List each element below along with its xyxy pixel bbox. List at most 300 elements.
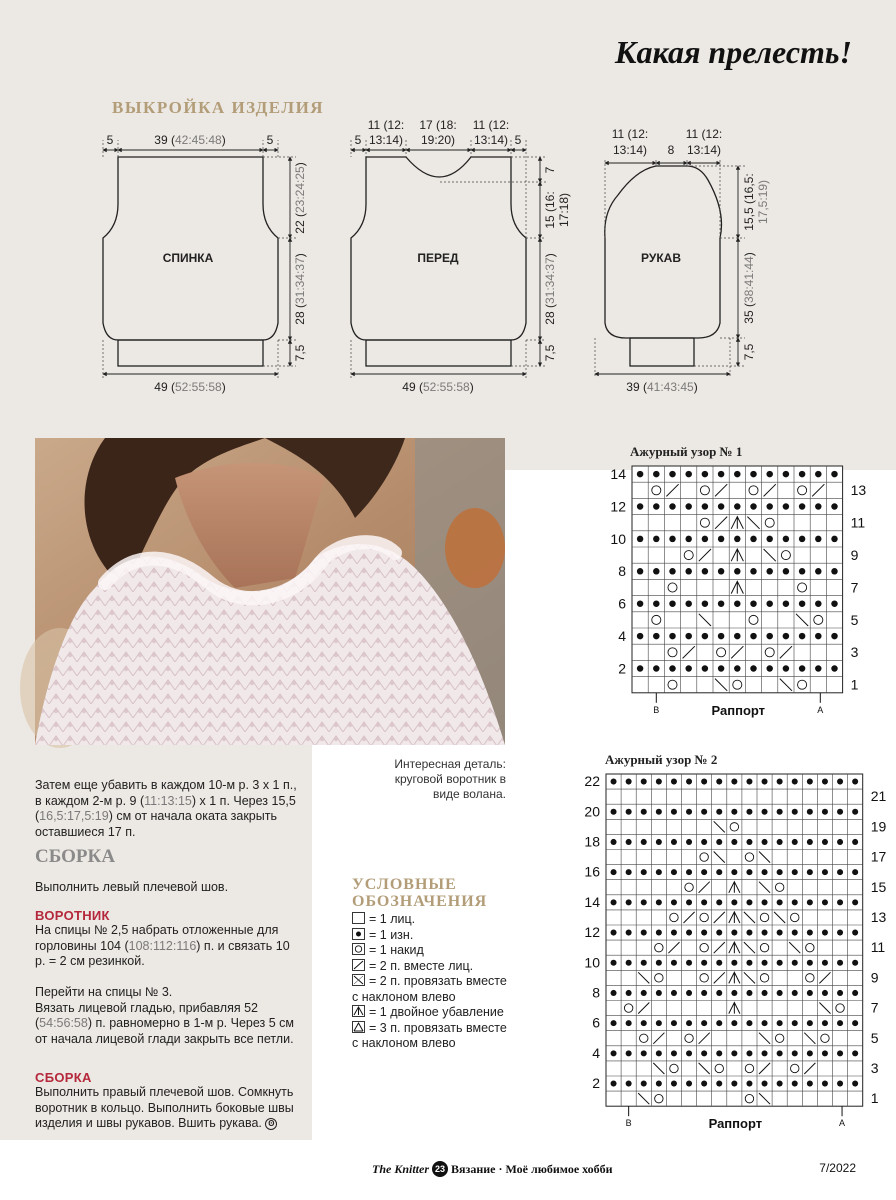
purl-dot (611, 1050, 617, 1056)
chart2-title: Ажурный узор № 2 (605, 752, 718, 767)
repeat-marker-a: A (817, 704, 824, 715)
purl-dot (702, 665, 708, 671)
legend-item (352, 974, 507, 990)
purl-dot (750, 503, 756, 509)
purl-dot (611, 1081, 617, 1087)
purl-dot (750, 471, 756, 477)
purl-dot (669, 471, 675, 477)
purl-dot (837, 899, 843, 905)
front-shoulder-left-a: 11 (12: (367, 118, 405, 132)
purl-dot (762, 1020, 768, 1026)
purl-dot (852, 1020, 858, 1026)
photo-caption: Интересная деталь: круговой воротник в виде волана. (394, 757, 506, 801)
purl-dot (701, 779, 707, 785)
purl-dot (762, 990, 768, 996)
purl-dot (783, 568, 789, 574)
purl-dot (837, 839, 843, 845)
purl-dot (815, 600, 821, 606)
purl-dot (611, 899, 617, 905)
chart-row-number-odd: 13 (870, 908, 887, 925)
purl-dot (792, 1020, 798, 1026)
purl-dot (807, 809, 813, 815)
purl-dot (669, 568, 675, 574)
purl-dot (653, 471, 659, 477)
purl-dot (718, 665, 724, 671)
purl-dot (815, 503, 821, 509)
front-label: ПЕРЕД (417, 251, 459, 265)
purl-dot (746, 899, 752, 905)
purl-dot (641, 869, 647, 875)
front-shoulder-right-b: 13:14) (473, 133, 509, 147)
purl-dot (807, 1081, 813, 1087)
purl-dot (701, 960, 707, 966)
purl-dot (656, 930, 662, 936)
purl-dot (822, 779, 828, 785)
purl-dot (716, 839, 722, 845)
purl-dot (762, 809, 768, 815)
purl-dot (831, 633, 837, 639)
purl-dot (656, 869, 662, 875)
purl-dot (807, 1050, 813, 1056)
chart1-title: Ажурный узор № 1 (630, 444, 743, 459)
purl-dot (611, 1020, 617, 1026)
purl-dot (653, 568, 659, 574)
purl-dot (701, 809, 707, 815)
purl-dot (837, 869, 843, 875)
purl-dot (766, 503, 772, 509)
purl-dot (611, 930, 617, 936)
purl-dot (783, 665, 789, 671)
purl-dot (762, 930, 768, 936)
chart-row-number-odd: 5 (850, 611, 859, 628)
purl-dot (653, 503, 659, 509)
purl-dot (746, 930, 752, 936)
purl-dot (686, 990, 692, 996)
purl-dot (671, 990, 677, 996)
purl-dot (852, 930, 858, 936)
purl-dot (641, 960, 647, 966)
purl-dot (792, 839, 798, 845)
purl-dot (686, 779, 692, 785)
purl-dot (762, 899, 768, 905)
purl-dot (653, 633, 659, 639)
purl-dot (653, 536, 659, 542)
sleeve-side-left-b: 13:14) (612, 143, 648, 157)
chart-row-number-even: 6 (618, 595, 626, 612)
front-bottom-width: 49 (52:55:58) (402, 380, 474, 394)
sleeve-band (630, 338, 694, 366)
purl-dot (766, 600, 772, 606)
purl-dot (815, 633, 821, 639)
legend-item (352, 1005, 507, 1021)
purl-dot (641, 809, 647, 815)
purl-dot (731, 990, 737, 996)
purl-dot (716, 1050, 722, 1056)
purl-dot (671, 1020, 677, 1026)
front-margin-right: 5 (514, 133, 522, 147)
purl-dot (669, 633, 675, 639)
purl-dot (686, 899, 692, 905)
purl-dot (807, 930, 813, 936)
purl-dot (792, 960, 798, 966)
purl-dot (718, 503, 724, 509)
purl-dot (637, 503, 643, 509)
purl-dot (701, 899, 707, 905)
legend-item-label: = 2 п. провязать вместе (369, 974, 507, 988)
back-top-width: 39 (42:45:48) (154, 133, 226, 147)
purl-dot (815, 471, 821, 477)
purl-dot (750, 665, 756, 671)
purl-dot (852, 809, 858, 815)
sleeve-body-height: 35 (38:41:44) (742, 252, 756, 324)
chart-row-number-even: 10 (584, 954, 600, 971)
purl-dot (669, 600, 675, 606)
purl-dot (792, 930, 798, 936)
purl-dot (686, 839, 692, 845)
purl-dot (637, 633, 643, 639)
purl-dot (718, 536, 724, 542)
purl-dot (837, 990, 843, 996)
purl-dot (686, 1020, 692, 1026)
purl-dot (799, 503, 805, 509)
purl-dot (807, 1020, 813, 1026)
purl-dot (685, 503, 691, 509)
purl-dot (750, 633, 756, 639)
purl-dot (653, 600, 659, 606)
purl-dot (671, 809, 677, 815)
purl-dot (783, 471, 789, 477)
collar-text-1: На спицы № 2,5 набрать отложенные для горловины 104 (108:112:116) п. и связать 10 р. = 2 см резинкой. (35, 923, 290, 968)
purl-dot (701, 990, 707, 996)
purl-dot (799, 536, 805, 542)
purl-dot (746, 809, 752, 815)
purl-dot (777, 960, 783, 966)
purl-dot (686, 930, 692, 936)
purl-dot (799, 568, 805, 574)
purl-dot (734, 471, 740, 477)
back-upper-height: 22 (23:24:25) (293, 162, 307, 234)
front-upper-height-a: 15 (16: (543, 191, 557, 229)
purl-dot (626, 1020, 632, 1026)
purl-dot (641, 779, 647, 785)
circle-symbol-icon (352, 943, 365, 955)
purl-dot (702, 471, 708, 477)
repeat-marker-b: B (653, 704, 660, 715)
purl-dot (671, 1050, 677, 1056)
purl-dot (685, 633, 691, 639)
front-margin-left: 5 (354, 133, 362, 147)
chart2-grid (575, 768, 887, 1136)
purl-dot (701, 839, 707, 845)
legend-item-label: = 1 изн. (369, 927, 414, 942)
purl-dot (852, 899, 858, 905)
purl-dot (716, 960, 722, 966)
repeat-marker-b: B (625, 1118, 632, 1129)
purl-dot (626, 990, 632, 996)
double-symbol-icon (352, 1005, 365, 1017)
purl-dot (734, 568, 740, 574)
purl-dot (611, 990, 617, 996)
purl-dot (852, 1050, 858, 1056)
purl-dot (783, 600, 789, 606)
purl-dot (656, 990, 662, 996)
front-upper-height-b: 17:18) (557, 192, 571, 228)
purl-dot (637, 536, 643, 542)
sleeve-top-width: 8 (667, 143, 675, 157)
purl-dot (792, 1081, 798, 1087)
purl-dot (671, 930, 677, 936)
purl-dot (837, 1050, 843, 1056)
purl-dot (611, 960, 617, 966)
back-lower-height: 28 (31:34:37) (293, 253, 307, 325)
purl-dot (611, 779, 617, 785)
chart-row-number-even: 10 (610, 530, 626, 547)
purl-dot (815, 536, 821, 542)
front-band (366, 340, 511, 366)
legend-item-label: = 1 лиц. (369, 912, 416, 926)
purl-dot (656, 960, 662, 966)
chart-row-number-odd: 17 (870, 848, 887, 865)
back-margin-left: 5 (106, 133, 114, 147)
purl-dot (716, 809, 722, 815)
purl-dot (686, 809, 692, 815)
end-mark-icon: ʘ (265, 1118, 277, 1130)
purl-dot (777, 1020, 783, 1026)
purl-dot (831, 568, 837, 574)
purl-dot (671, 779, 677, 785)
purl-dot (822, 839, 828, 845)
chart-row-number-odd: 11 (870, 939, 886, 956)
purl-dot (731, 1020, 737, 1026)
chart-row-number-odd: 1 (870, 1090, 879, 1107)
purl-dot (766, 665, 772, 671)
sleeve-cap-height-b: 17,5:19) (756, 179, 770, 225)
chart-row-number-odd: 3 (850, 644, 859, 661)
purl-dot (731, 809, 737, 815)
page-number: 23 (432, 1161, 448, 1177)
purl-dot (656, 809, 662, 815)
chart-row-number-odd: 3 (870, 1059, 879, 1076)
purl-dot (702, 633, 708, 639)
purl-dot (822, 1020, 828, 1026)
purl-dot (746, 1020, 752, 1026)
purl-dot (626, 1050, 632, 1056)
purl-dot (777, 809, 783, 815)
purl-dot (716, 1081, 722, 1087)
purl-dot (792, 869, 798, 875)
purl-dot (656, 779, 662, 785)
purl-dot (718, 600, 724, 606)
purl-dot (701, 930, 707, 936)
front-shoulder-right-a: 11 (12: (472, 118, 510, 132)
chart-row-number-even: 12 (610, 498, 626, 515)
collar-text-2: Перейти на спицы № 3. Вязать лицевой гладью, прибавляя 52 (54:56:58) п. равномерно в 1-м р. Через 5 см от начала лицевой глади закрыть все петли. (35, 985, 294, 1046)
front-band-height: 7,5 (543, 344, 557, 362)
purl-dot (656, 1081, 662, 1087)
purl-dot (716, 1020, 722, 1026)
purl-dot (702, 568, 708, 574)
purl-dot (807, 960, 813, 966)
purl-dot (653, 665, 659, 671)
purl-dot (734, 665, 740, 671)
purl-dot (807, 779, 813, 785)
legend-item (352, 1021, 507, 1037)
page-title: Какая прелесть! (614, 34, 852, 70)
purl-dot (686, 960, 692, 966)
legend-item-label: = 1 двойное убавление (369, 1005, 504, 1019)
purl-dot (766, 568, 772, 574)
purl-dot (637, 471, 643, 477)
front-neck-b: 19:20) (420, 133, 456, 147)
purl-dot (777, 930, 783, 936)
purl-dot (837, 809, 843, 815)
chart-row-number-odd: 1 (850, 676, 859, 693)
purl-dot (626, 899, 632, 905)
purl-dot (671, 1081, 677, 1087)
purl-dot (671, 869, 677, 875)
purl-dot (641, 1081, 647, 1087)
sleeve-side-left-a: 11 (12: (611, 127, 649, 141)
legend-item-label: = 3 п. провязать вместе (369, 1020, 507, 1035)
purl-dot (669, 503, 675, 509)
purl-dot (815, 568, 821, 574)
purl-dot (731, 899, 737, 905)
purl-dot (734, 536, 740, 542)
back-outline (103, 157, 278, 340)
back-band (118, 340, 263, 366)
legend-item (352, 912, 507, 928)
chart1-grid (600, 460, 867, 720)
purl-dot (852, 1081, 858, 1087)
purl-dot (656, 899, 662, 905)
purl-dot (837, 960, 843, 966)
purl-dot (831, 600, 837, 606)
repeat-label: Раппорт (711, 702, 766, 718)
purl-dot (685, 471, 691, 477)
pattern-section-title: ВЫКРОЙКА ИЗДЕЛИЯ (112, 98, 325, 117)
footer-magazine: Вязание · Моё любимое хобби (451, 1161, 613, 1176)
front-lower-height: 28 (31:34:37) (543, 253, 557, 325)
purl-dot (702, 536, 708, 542)
purl-dot (641, 839, 647, 845)
purl-dot (831, 536, 837, 542)
purl-dot (731, 960, 737, 966)
chart-row-number-odd: 19 (870, 818, 887, 835)
purl-dot (716, 779, 722, 785)
sleeve-instructions: Затем еще убавить в каждом 10-м р. 3 х 1 п., в каждом 2-м р. 9 (11:13:15) х 1 п. Через 15,5 (16,5:17,5:19) см от начала оката закрыть оставшиеся 17 п. (35, 778, 297, 839)
chart-row-number-even: 16 (584, 863, 600, 880)
sleeve-side-right-a: 11 (12: (685, 127, 723, 141)
purl-dot (852, 869, 858, 875)
purl-dot (792, 990, 798, 996)
purl-dot (686, 1050, 692, 1056)
front-neck-depth: 7 (543, 166, 557, 174)
dot-symbol-icon (352, 928, 365, 940)
purl-dot (669, 665, 675, 671)
purl-dot (731, 1050, 737, 1056)
purl-dot (792, 1050, 798, 1056)
back-margin-right: 5 (266, 133, 274, 147)
purl-dot (746, 990, 752, 996)
purl-dot (686, 1081, 692, 1087)
chart-row-number-odd: 21 (870, 788, 887, 805)
purl-dot (777, 779, 783, 785)
purl-dot (702, 503, 708, 509)
purl-dot (831, 665, 837, 671)
purl-dot (685, 536, 691, 542)
purl-dot (777, 1081, 783, 1087)
assembly-heading-1: СБОРКА (35, 846, 116, 867)
purl-dot (762, 1050, 768, 1056)
purl-dot (746, 839, 752, 845)
purl-dot (626, 809, 632, 815)
purl-dot (718, 471, 724, 477)
purl-dot (716, 869, 722, 875)
purl-dot (746, 779, 752, 785)
right-symbol-icon (352, 959, 365, 971)
legend-item-continuation: с наклоном влево (352, 989, 456, 1004)
purl-dot (799, 471, 805, 477)
purl-dot (637, 600, 643, 606)
purl-dot (746, 1081, 752, 1087)
purl-dot (822, 1050, 828, 1056)
purl-dot (611, 809, 617, 815)
issue-number: 7/2022 (819, 1161, 856, 1175)
purl-dot (807, 990, 813, 996)
assembly-text-2: Выполнить правый плечевой шов. Сомкнуть воротник в кольцо. Выполнить боковые швы изделия и швы рукавов. Вшить рукава. ʘ (35, 1085, 294, 1130)
repeat-label: Раппорт (708, 1116, 763, 1132)
purl-dot (837, 779, 843, 785)
purl-dot (641, 1050, 647, 1056)
purl-dot (611, 839, 617, 845)
chart-row-number-even: 4 (592, 1044, 600, 1061)
purl-dot (777, 869, 783, 875)
purl-dot (750, 536, 756, 542)
left-symbol-icon (352, 974, 365, 986)
chart-row-number-even: 6 (592, 1014, 600, 1031)
purl-dot (611, 869, 617, 875)
purl-dot (671, 899, 677, 905)
purl-dot (746, 1050, 752, 1056)
purl-dot (792, 899, 798, 905)
purl-dot (822, 960, 828, 966)
purl-dot (822, 990, 828, 996)
purl-dot (626, 779, 632, 785)
purl-dot (777, 899, 783, 905)
sleeve-side-right-b: 13:14) (686, 143, 722, 157)
footer-brand: The Knitter (372, 1161, 430, 1176)
purl-dot (777, 839, 783, 845)
purl-dot (783, 633, 789, 639)
purl-dot (734, 600, 740, 606)
chart-row-number-even: 20 (584, 803, 600, 820)
purl-dot (852, 839, 858, 845)
purl-dot (701, 1020, 707, 1026)
front-neck-a: 17 (18: (419, 118, 457, 132)
purl-dot (718, 633, 724, 639)
blank-symbol-icon (352, 912, 365, 924)
purl-dot (762, 839, 768, 845)
purl-dot (762, 960, 768, 966)
legend-title: УСЛОВНЫЕ ОБОЗНАЧЕНИЯ (352, 876, 488, 910)
purl-dot (746, 960, 752, 966)
purl-dot (718, 568, 724, 574)
purl-dot (731, 839, 737, 845)
purl-dot (822, 1081, 828, 1087)
purl-dot (822, 809, 828, 815)
legend-item-continuation: с наклоном влево (352, 1036, 456, 1050)
purl-dot (731, 1081, 737, 1087)
